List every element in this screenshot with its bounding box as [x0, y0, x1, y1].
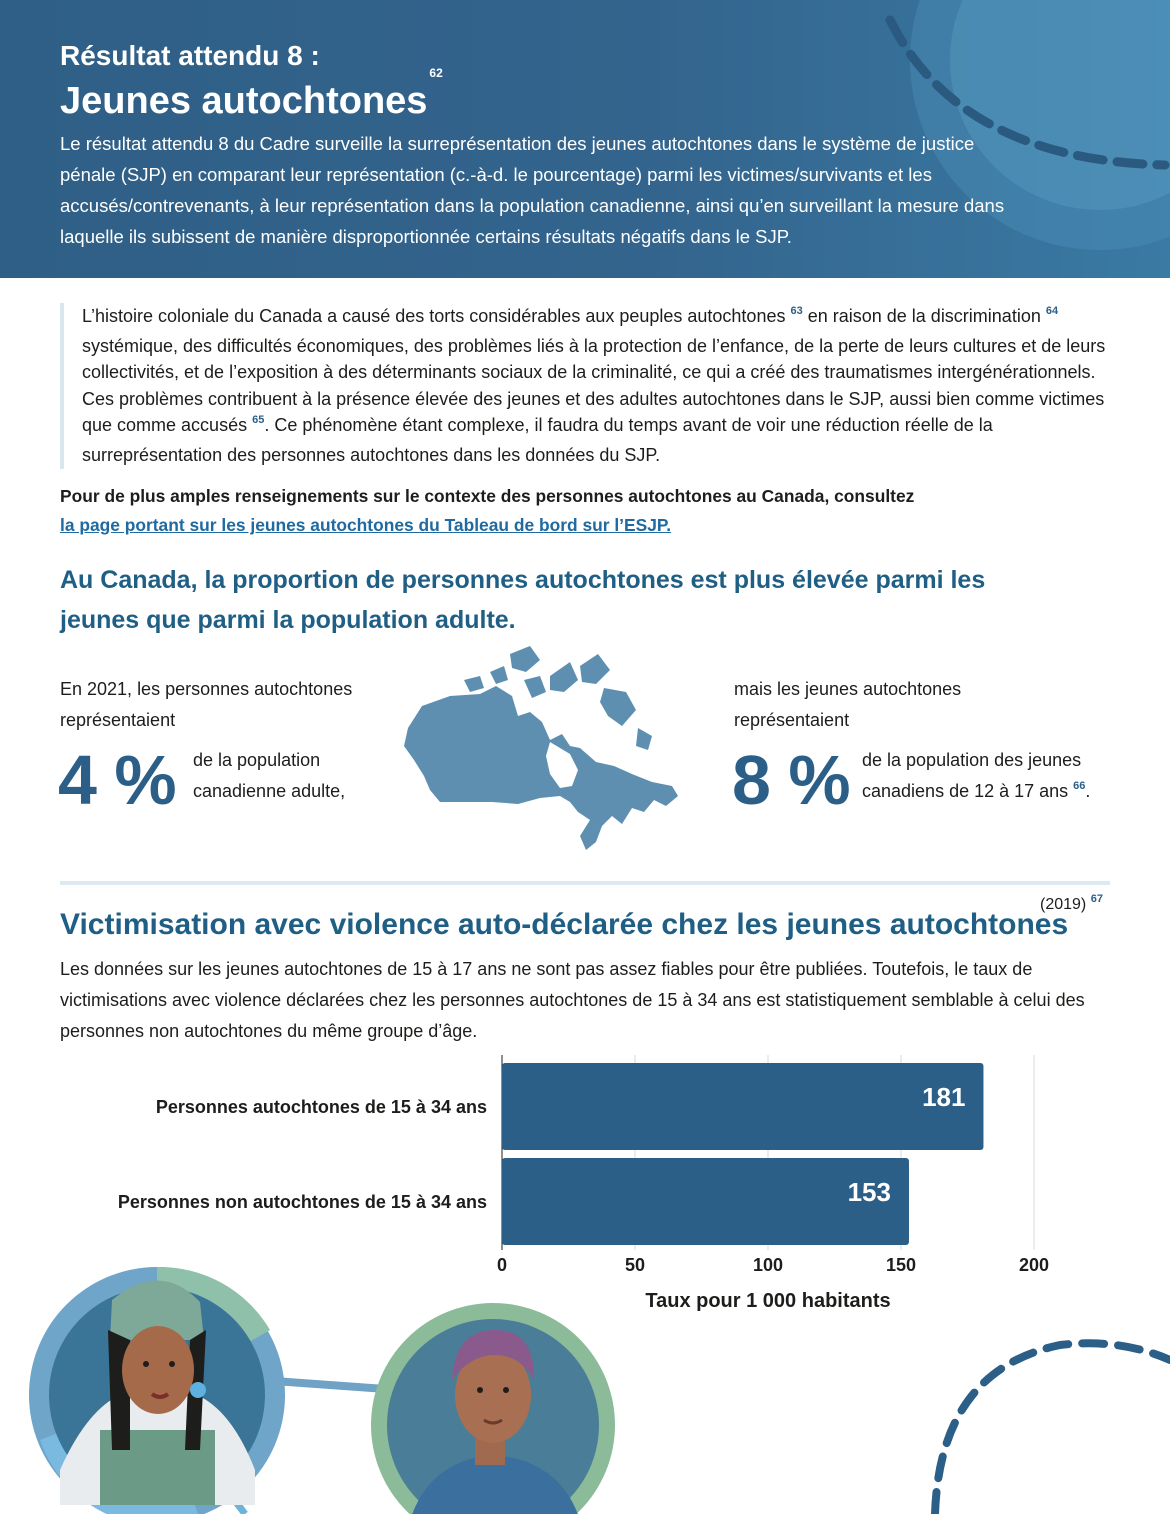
more-info — [60, 482, 1140, 540]
category-label: Personnes non autochtones de 15 à 34 ans — [117, 1192, 487, 1212]
island — [550, 662, 578, 692]
quote-text: systémique, des difficultés économiques, des problèmes liés à la protection de l’enfance, de la perte de leurs cultures et de leurs collectivités, et de l’exposition à des déterminants sociaux de la criminalité, ce qui a créé des traumatismes intergénérationnels. Ces problèmes contribuent à la présence élevée des jeunes et des adultes autochtones dans le SJP, aussi bien comme victimes que comme accusés — [82, 335, 1106, 436]
footnote-ref[interactable]: 66 — [1073, 780, 1086, 792]
victimisation-description: Les données sur les jeunes autochtones de 15 à 17 ans ne sont pas assez fiables pour être publiées. Toutefois, le taux de victimisations avec violence déclarées chez les personnes autochtones de 15 à 34 ans est statistiquement semblable à celui des personnes non autochtones du même groupe d’âge. — [60, 959, 1085, 1041]
context-quote — [60, 303, 1110, 469]
stat-right-desc-text: de la population des jeunes canadiens de 12 à 17 ans — [862, 750, 1082, 801]
quote-text: en raison de la discrimination — [802, 306, 1046, 326]
island — [510, 646, 540, 672]
year-text: (2019) — [1040, 896, 1091, 913]
island — [636, 728, 652, 750]
page-title — [60, 66, 443, 123]
footnote-ref[interactable]: 62 — [429, 66, 443, 81]
x-tick-label: 100 — [752, 1255, 784, 1275]
x-tick-label: 200 — [1018, 1255, 1050, 1275]
x-tick-label: 50 — [624, 1255, 646, 1275]
intro-paragraph: Le résultat attendu 8 du Cadre surveille la surreprésentation des jeunes autochtones dans le système de justice pénale (SJP) en comparant leur représentation (c.-à-d. le pourcentage) parmi les victimes/survivants et les accusés/contrevenants, à leur représentation dans la population canadienne, ainsi qu’en surveillant la mesure dans laquelle ils subissent de manière disproportionnée certains résultats négatifs dans le SJP. — [60, 133, 1005, 247]
island — [464, 676, 484, 692]
people-illustration — [0, 1230, 1170, 1514]
avatar-man — [371, 1303, 615, 1514]
dashboard-link[interactable]: la page portant sur les jeunes autochtones du Tableau de bord sur l’ESJP. — [60, 515, 672, 535]
canada-map-icon — [400, 636, 685, 861]
footnote-ref[interactable]: 65 — [252, 414, 265, 427]
island — [490, 666, 508, 684]
x-axis-label: Taux pour 1 000 habitants — [645, 1290, 891, 1312]
section-heading-population: Au Canada, la proportion de personnes autochtones est plus élevée parmi les jeunes que parmi la population adulte. — [60, 566, 986, 634]
mainland — [404, 686, 678, 850]
footnote-ref[interactable]: 63 — [790, 305, 803, 317]
island — [580, 654, 610, 684]
stat-left-desc: de la population canadienne adulte, — [193, 750, 346, 801]
stat-right-value: 8 % — [732, 741, 850, 819]
footnote-ref[interactable]: 64 — [1045, 305, 1059, 317]
more-info-text: Pour de plus amples renseignements sur le contexte des personnes autochtones au Canada, consultez — [60, 486, 915, 506]
quote-text: . Ce phénomène étant complexe, il faudra du temps avant de voir une réduction réelle de la surreprésentation des personnes autochtones dans les données du SJP. — [82, 415, 993, 465]
bar-value-label: 181 — [922, 1082, 966, 1112]
stat-right-desc-end: . — [1085, 781, 1091, 801]
footnote-ref[interactable]: 67 — [1090, 893, 1103, 905]
stat-right-intro: mais les jeunes autochtones représentaient — [734, 679, 962, 730]
x-tick-label: 150 — [885, 1255, 917, 1275]
stat-left-intro: En 2021, les personnes autochtones représentaient — [60, 679, 353, 730]
section-heading-victimisation: Victimisation avec violence auto-déclarée chez les jeunes autochtones — [60, 908, 1069, 941]
outcome-eyebrow: Résultat attendu 8 : — [60, 40, 320, 71]
bar — [502, 1063, 983, 1150]
title-text: Jeunes autochtones — [60, 80, 428, 122]
island — [600, 688, 636, 726]
category-label: Personnes autochtones de 15 à 34 ans — [155, 1097, 487, 1117]
header-banner — [0, 0, 1170, 278]
stat-left-value: 4 % — [58, 741, 176, 819]
section-divider — [60, 881, 1110, 885]
bar-value-label: 153 — [847, 1177, 891, 1207]
x-tick-label: 0 — [496, 1255, 508, 1275]
stat-right-desc — [862, 745, 1122, 810]
quote-text: L’histoire coloniale du Canada a causé des torts considérables aux peuples autochtones — [82, 306, 791, 326]
island — [524, 676, 546, 698]
avatar-woman — [29, 1267, 285, 1514]
